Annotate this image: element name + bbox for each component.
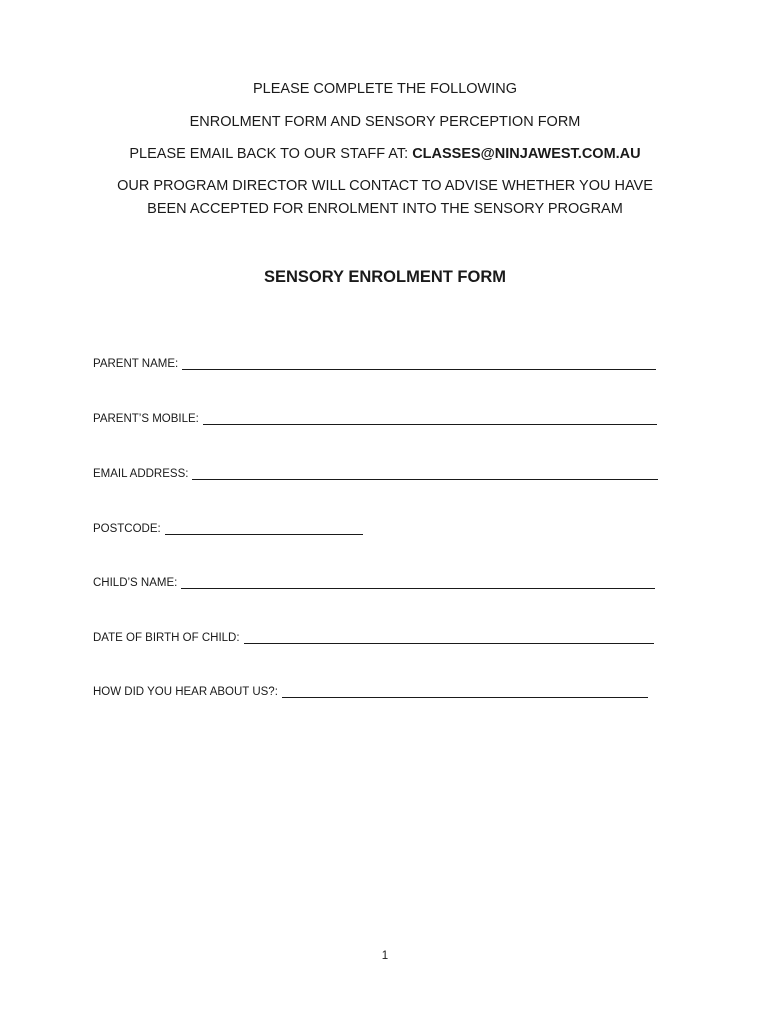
- intro-line-forms: ENROLMENT FORM AND SENSORY PERCEPTION FORM: [189, 114, 581, 130]
- intro-line-director: OUR PROGRAM DIRECTOR WILL CONTACT TO ADVISE WHETHER YOU HAVE: [117, 178, 653, 194]
- child-dob-field: [93, 631, 654, 645]
- intro-line-email: [60, 144, 710, 164]
- email-address-blank[interactable]: [192, 468, 658, 480]
- postcode-field: [93, 522, 363, 536]
- form-title: SENSORY ENROLMENT FORM: [263, 268, 506, 286]
- parent-name-blank[interactable]: [182, 358, 656, 370]
- postcode-blank[interactable]: [165, 523, 363, 535]
- child-name-label: CHILD’S NAME:: [93, 577, 178, 589]
- child-dob-label: DATE OF BIRTH OF CHILD:: [93, 632, 240, 644]
- heard-about-field: [93, 685, 648, 699]
- contact-email: CLASSES@NINJAWEST.COM.AU: [412, 146, 641, 162]
- email-instruction: PLEASE EMAIL BACK TO OUR STAFF AT:: [129, 146, 413, 162]
- child-dob-blank[interactable]: [244, 632, 654, 644]
- child-name-blank[interactable]: [181, 577, 655, 589]
- parent-mobile-label: PARENT’S MOBILE:: [93, 413, 199, 425]
- parent-name-field: [93, 357, 656, 371]
- email-address-field: [93, 467, 658, 481]
- page-number: 1: [381, 950, 389, 962]
- parent-name-label: PARENT NAME:: [93, 358, 179, 370]
- child-name-field: [93, 576, 655, 590]
- parent-mobile-blank[interactable]: [203, 413, 657, 425]
- email-address-label: EMAIL ADDRESS:: [93, 468, 189, 480]
- heard-about-blank[interactable]: [282, 686, 648, 698]
- postcode-label: POSTCODE:: [93, 523, 161, 535]
- parent-mobile-field: [93, 412, 657, 426]
- heard-about-label: HOW DID YOU HEAR ABOUT US?:: [93, 686, 278, 698]
- intro-line-complete: PLEASE COMPLETE THE FOLLOWING: [252, 81, 518, 97]
- intro-line-accepted: BEEN ACCEPTED FOR ENROLMENT INTO THE SENSORY PROGRAM: [147, 201, 623, 217]
